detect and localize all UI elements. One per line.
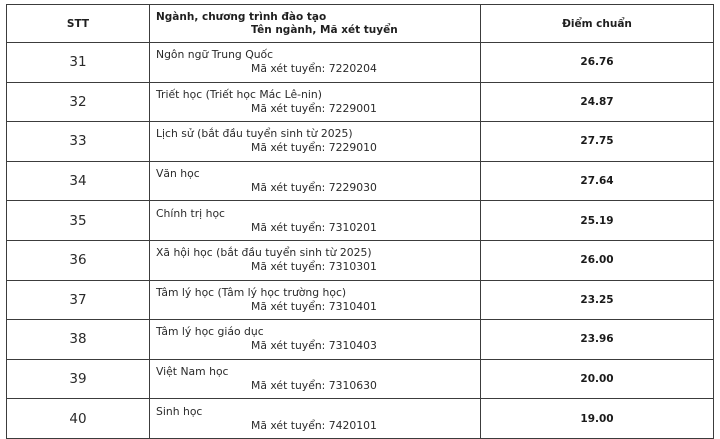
row-score: 26.76: [481, 43, 714, 83]
row-score: 20.00: [481, 359, 714, 399]
row-stt: 31: [7, 43, 150, 83]
row-major-name: Triết học (Triết học Mác Lê-nin): [156, 87, 322, 101]
table-row: [7, 399, 714, 439]
row-program: [150, 280, 481, 320]
row-major-name: Chính trị học: [156, 206, 225, 220]
row-stt: 36: [7, 240, 150, 280]
row-admission-code: Mã xét tuyển: 7229010: [251, 141, 377, 155]
column-header-program: [150, 5, 481, 43]
row-major-name: Tâm lý học (Tâm lý học trường học): [156, 285, 347, 299]
row-stt: 40: [7, 399, 150, 439]
row-stt: 35: [7, 201, 150, 241]
row-score: 25.19: [481, 201, 714, 241]
row-score: 26.00: [481, 240, 714, 280]
table-row: [7, 43, 714, 83]
row-stt: 38: [7, 320, 150, 360]
table-row: [7, 122, 714, 162]
row-admission-code: Mã xét tuyển: 7229001: [251, 101, 377, 115]
row-major-name: Lịch sử (bắt đầu tuyển sinh từ 2025): [156, 127, 353, 141]
row-stt: 37: [7, 280, 150, 320]
row-major-name: Tâm lý học giáo dục: [156, 325, 264, 339]
row-program: [150, 161, 481, 201]
row-stt: 39: [7, 359, 150, 399]
table-row: [7, 320, 714, 360]
row-program: [150, 320, 481, 360]
column-header-program-line2: Tên ngành, Mã xét tuyển: [251, 23, 398, 36]
row-admission-code: Mã xét tuyển: 7310301: [251, 260, 377, 274]
row-score: 24.87: [481, 82, 714, 122]
row-stt: 33: [7, 122, 150, 162]
row-program: [150, 82, 481, 122]
row-admission-code: Mã xét tuyển: 7310201: [251, 220, 377, 234]
row-score: 27.64: [481, 161, 714, 201]
row-score: 27.75: [481, 122, 714, 162]
admission-score-table: [6, 4, 714, 439]
table-row: [7, 201, 714, 241]
row-program: [150, 43, 481, 83]
row-major-name: Việt Nam học: [156, 365, 229, 379]
row-admission-code: Mã xét tuyển: 7229030: [251, 181, 377, 195]
row-major-name: Sinh học: [156, 404, 203, 418]
row-admission-code: Mã xét tuyển: 7310630: [251, 379, 377, 393]
table-row: [7, 82, 714, 122]
row-program: [150, 359, 481, 399]
row-major-name: Văn học: [156, 167, 200, 181]
row-program: [150, 122, 481, 162]
row-stt: 32: [7, 82, 150, 122]
row-admission-code: Mã xét tuyển: 7220204: [251, 62, 377, 76]
column-header-stt: STT: [7, 5, 150, 43]
table-row: [7, 280, 714, 320]
row-major-name: Xã hội học (bắt đầu tuyển sinh từ 2025): [156, 246, 372, 260]
row-program: [150, 399, 481, 439]
row-admission-code: Mã xét tuyển: 7310401: [251, 299, 377, 313]
table-row: [7, 240, 714, 280]
table-row: [7, 359, 714, 399]
row-program: [150, 240, 481, 280]
row-admission-code: Mã xét tuyển: 7310403: [251, 339, 377, 353]
row-score: 19.00: [481, 399, 714, 439]
row-program: [150, 201, 481, 241]
column-header-program-line1: Ngành, chương trình đào tạo: [156, 10, 327, 23]
row-score: 23.96: [481, 320, 714, 360]
row-admission-code: Mã xét tuyển: 7420101: [251, 418, 377, 432]
row-major-name: Ngôn ngữ Trung Quốc: [156, 48, 274, 62]
row-stt: 34: [7, 161, 150, 201]
table-row: [7, 161, 714, 201]
row-score: 23.25: [481, 280, 714, 320]
table-header-row: [7, 5, 714, 43]
column-header-score: Điểm chuẩn: [481, 5, 714, 43]
